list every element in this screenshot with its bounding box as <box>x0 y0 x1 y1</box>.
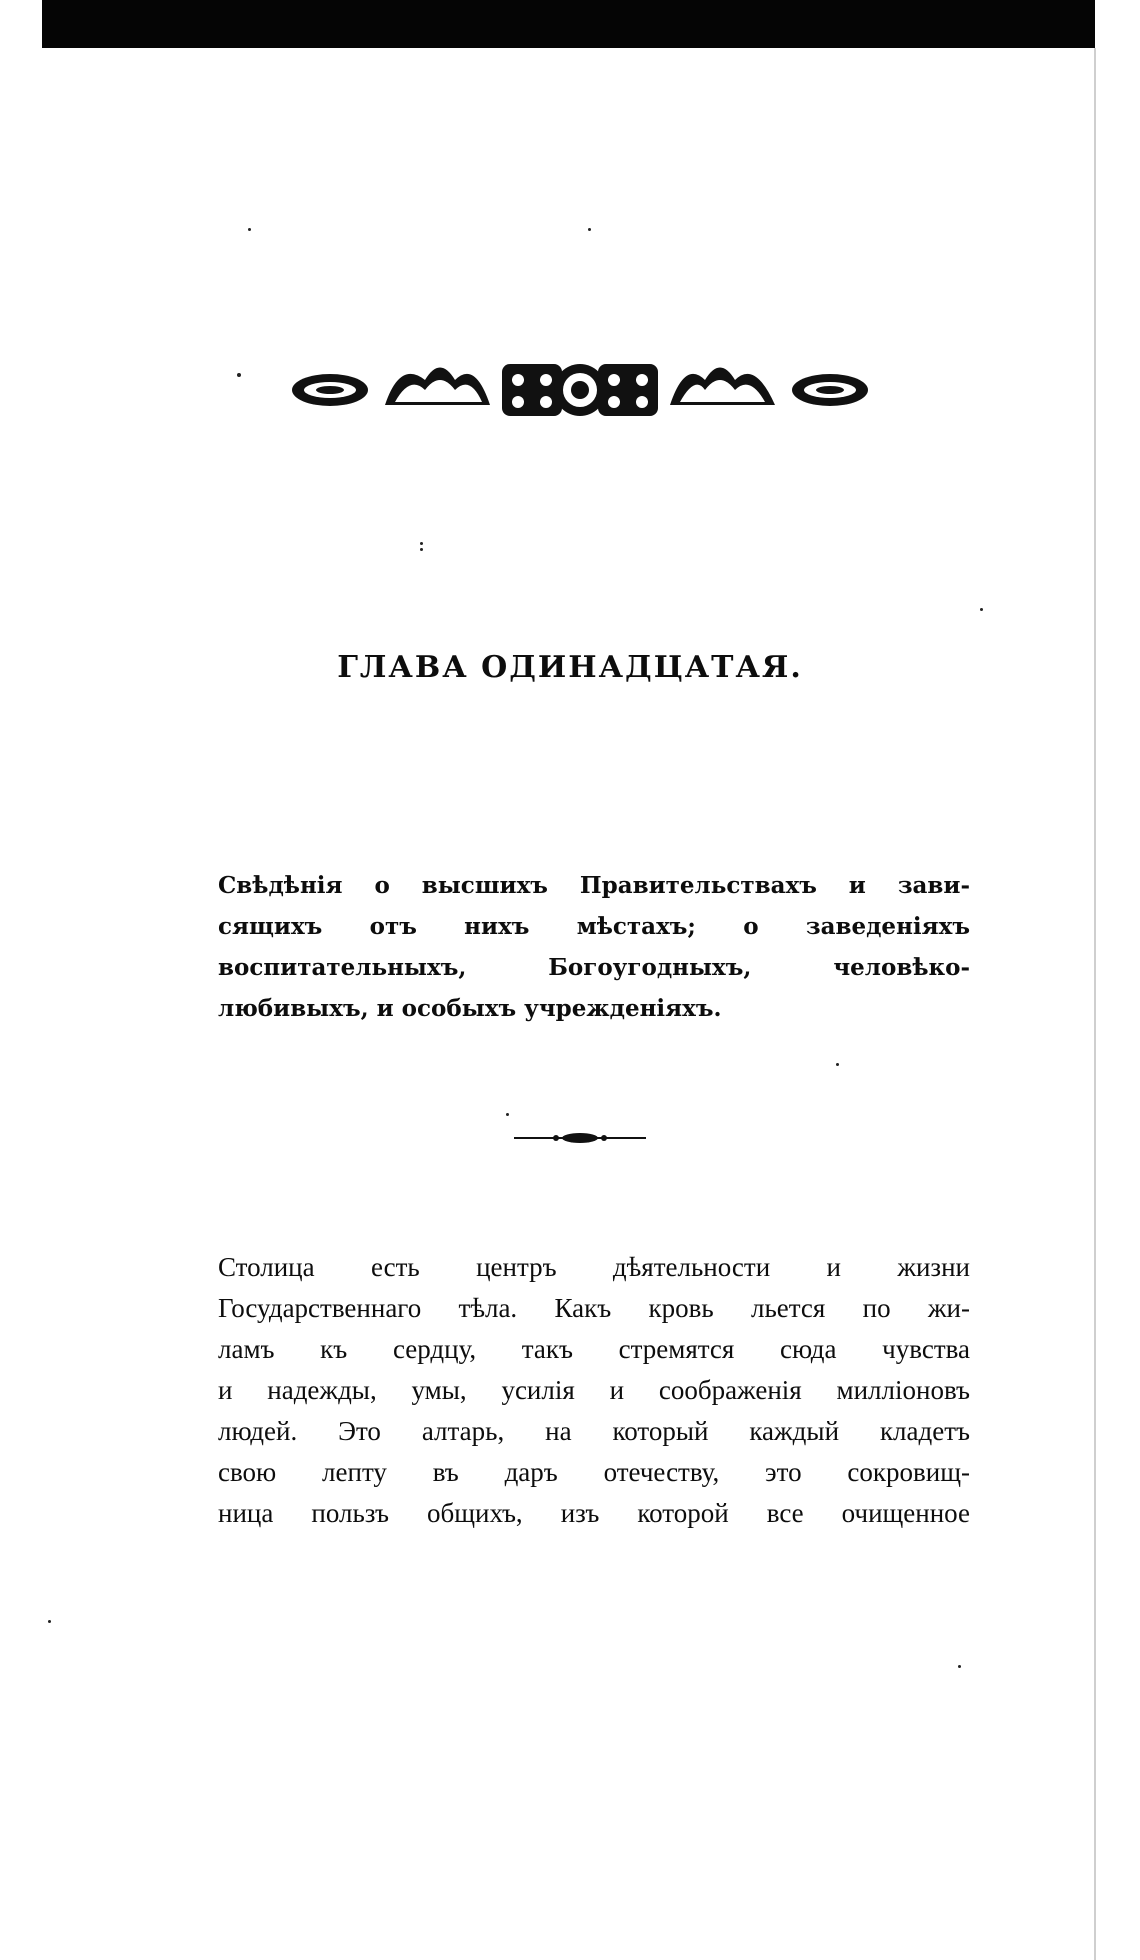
scan-speck <box>588 228 591 231</box>
ornament-leaf <box>816 386 844 394</box>
scan-speck <box>980 608 983 611</box>
body-paragraph <box>218 1247 970 1534</box>
section-divider <box>510 1128 650 1148</box>
ornament-dot <box>540 396 552 408</box>
ornament-dot <box>512 396 524 408</box>
body-line: Столица есть центръ дѣятельности и жизни <box>218 1252 970 1282</box>
summary-line: сящихъ отъ нихъ мѣстахъ; о заведеніяхъ <box>218 913 970 940</box>
ornament-dot <box>636 374 648 386</box>
chapter-summary <box>218 865 970 1029</box>
ornament-dot <box>512 374 524 386</box>
ornament-dot <box>540 374 552 386</box>
scan-speck <box>836 1063 839 1066</box>
summary-line: воспитательныхъ, Богоугодныхъ, человѣко- <box>218 954 970 981</box>
ornament-block <box>502 364 562 416</box>
body-line: и надежды, умы, усилія и соображенія милліоновъ <box>218 1375 970 1405</box>
ornament-rosette <box>571 381 589 399</box>
summary-line: любивыхъ, и особыхъ учрежденіяхъ. <box>218 995 722 1022</box>
body-line: ница пользъ общихъ, изъ которой все очищенное <box>218 1498 970 1528</box>
scan-speck <box>48 1620 51 1623</box>
scan-speck <box>237 373 241 377</box>
scan-speck <box>506 1113 509 1116</box>
ornament-dot <box>608 396 620 408</box>
ornament-leaf <box>316 386 344 394</box>
body-line: Государственнаго тѣла. Какъ кровь льется по жи- <box>218 1293 970 1323</box>
scan-speck <box>958 1665 961 1668</box>
ornament-block <box>598 364 658 416</box>
ornament-dot <box>608 374 620 386</box>
chapter-title: ГЛАВА ОДИНАДЦАТАЯ. <box>337 650 803 685</box>
page-edge-line <box>1094 48 1096 1960</box>
body-line: ламъ къ сердцу, такъ стремятся сюда чувства <box>218 1334 970 1364</box>
scan-speck <box>248 228 251 231</box>
body-line: людей. Это алтарь, на который каждый кладетъ <box>218 1416 970 1446</box>
body-line: свою лепту въ даръ отечеству, это сокровищ- <box>218 1457 970 1487</box>
summary-line: Свѣдѣнія о высшихъ Правительствахъ и зави- <box>218 872 970 899</box>
ornament-dot <box>636 396 648 408</box>
scan-top-border <box>42 0 1095 48</box>
scan-speck <box>420 548 423 551</box>
ornament-band <box>290 350 870 430</box>
scan-speck <box>420 542 423 545</box>
